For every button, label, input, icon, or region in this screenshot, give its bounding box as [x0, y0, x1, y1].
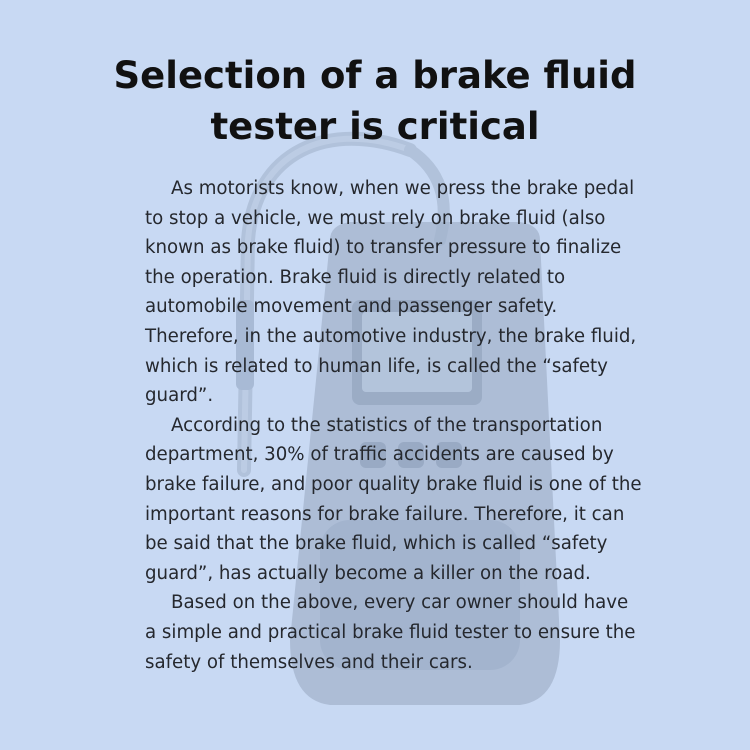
- article-body: [145, 174, 645, 677]
- paragraph-statistics: According to the statistics of the transportation department, 30% of traffic accidents are caused by brake failure, and poor quality brake fluid is one of the important reasons for brake failure. Therefore, it can be said that the brake fluid, which is called “safety guard”, has actually become a killer on the road.: [145, 414, 642, 584]
- paragraph-intro: As motorists know, when we press the brake pedal to stop a vehicle, we must rely on brake fluid (also known as brake fluid) to transfer pressure to finalize the operation. Brake fluid is directly related to automobile movement and passenger safety. Therefore, in the automotive industry, the brake fluid, which is related to human life, is called the “safety guard”.: [145, 178, 637, 407]
- paragraph-conclusion: Based on the above, every car owner should have a simple and practical brake fluid tester to ensure the safety of themselves and their cars.: [145, 592, 636, 673]
- page-title: Selection of a brake fluid tester is critical: [113, 54, 637, 148]
